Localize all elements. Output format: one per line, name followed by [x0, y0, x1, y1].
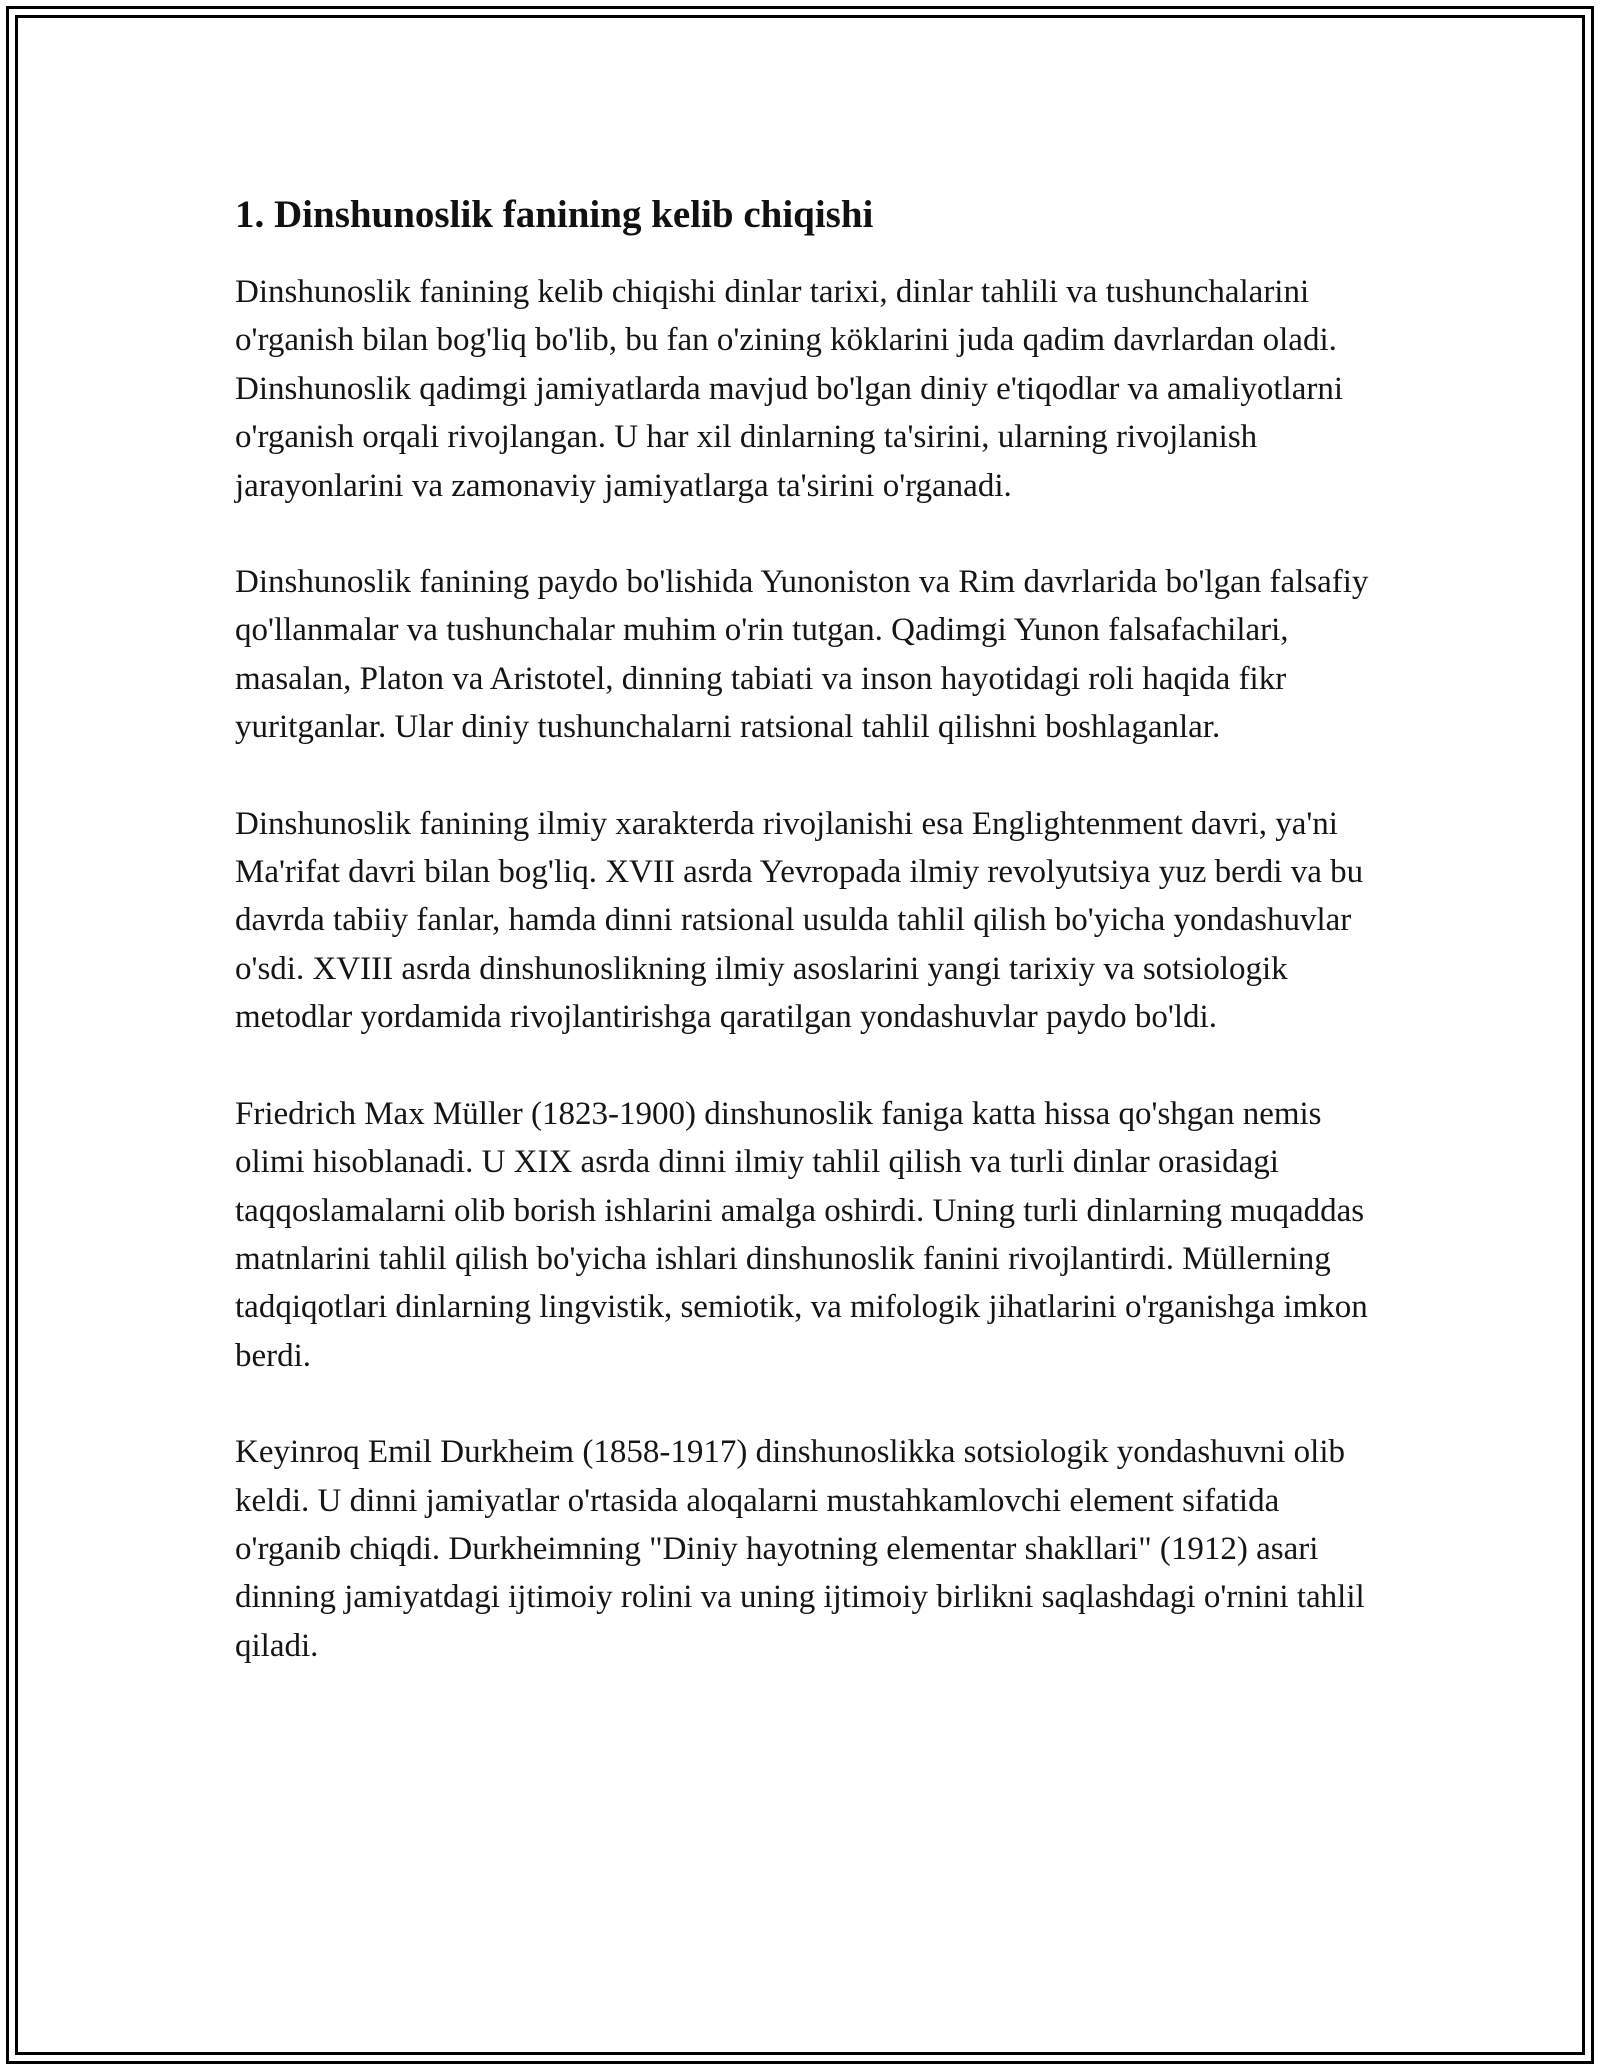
paragraph-origins: Dinshunoslik fanining kelib chiqishi dinlar tarixi, dinlar tahlili va tushunchalarini o'rganish bilan bog'liq bo'lib, bu fan o'zining köklarini juda qadim davrlardan oladi. Dinshunoslik qadimgi jamiyatlarda mavjud bo'lgan diniy e'tiqodlar va amaliyotlarni o'rganish orqali rivojlangan. U har xil dinlarning ta'sirini, ularning rivojlanish jarayonlarini va zamonaviy jamiyatlarga ta'sirini o'rganadi.: [235, 274, 1343, 504]
section-heading: 1. Dinshunoslik fanining kelib chiqishi: [235, 193, 874, 236]
paragraph-durkheim: Keyinroq Emil Durkheim (1858-1917) dinshunoslikka sotsiologik yondashuvni olib keldi. U dinni jamiyatlar o'rtasida aloqalarni mustahkamlovchi element sifatida o'rganib chiqdi. Durkheimning "Diniy hayotning elementar shakllari" (1912) asari dinning jamiyatdagi ijtimoiy rolini va uning ijtimoiy birlikni saqlashdagi o'rnini tahlil qiladi.: [235, 1434, 1365, 1664]
paragraph-enlightenment: Dinshunoslik fanining ilmiy xarakterda rivojlanishi esa Englightenment davri, ya'ni Ma'rifat davri bilan bog'liq. XVII asrda Yevropada ilmiy revolyutsiya yuz berdi va bu davrda tabiiy fanlar, hamda dinni ratsional usulda tahlil qilish bo'yicha yondashuvlar o'sdi. XVIII asrda dinshunoslikning ilmiy asoslarini yangi tarixiy va sotsiologik metodlar yordamida rivojlantirishga qaratilgan yondashuvlar paydo bo'ldi.: [235, 805, 1364, 1036]
paragraph-greek-roman: Dinshunoslik fanining paydo bo'lishida Yunoniston va Rim davrlarida bo'lgan falsafiy qo'llanmalar va tushunchalar muhim o'rin tutgan. Qadimgi Yunon falsafachilari, masalan, Platon va Aristotel, dinning tabiati va inson hayotidagi roli haqida fikr yuritganlar. Ular diniy tushunchalarni ratsional tahlil qilishni boshlaganlar.: [235, 564, 1369, 746]
document-body: [235, 190, 1370, 1718]
paragraph-max-muller: Friedrich Max Müller (1823-1900) dinshunoslik faniga katta hissa qo'shgan nemis olimi hisoblanadi. U XIX asrda dinni ilmiy tahlil qilish va turli dinlar orasidagi taqqoslamalarni olib borish ishlarini amalga oshirdi. Uning turli dinlarning muqaddas matnlarini tahlil qilish bo'yicha ishlari dinshunoslik fanini rivojlantirdi. Müllerning tadqiqotlari dinlarning lingvistik, semiotik, va mifologik jihatlarini o'rganishga imkon berdi.: [235, 1095, 1368, 1374]
